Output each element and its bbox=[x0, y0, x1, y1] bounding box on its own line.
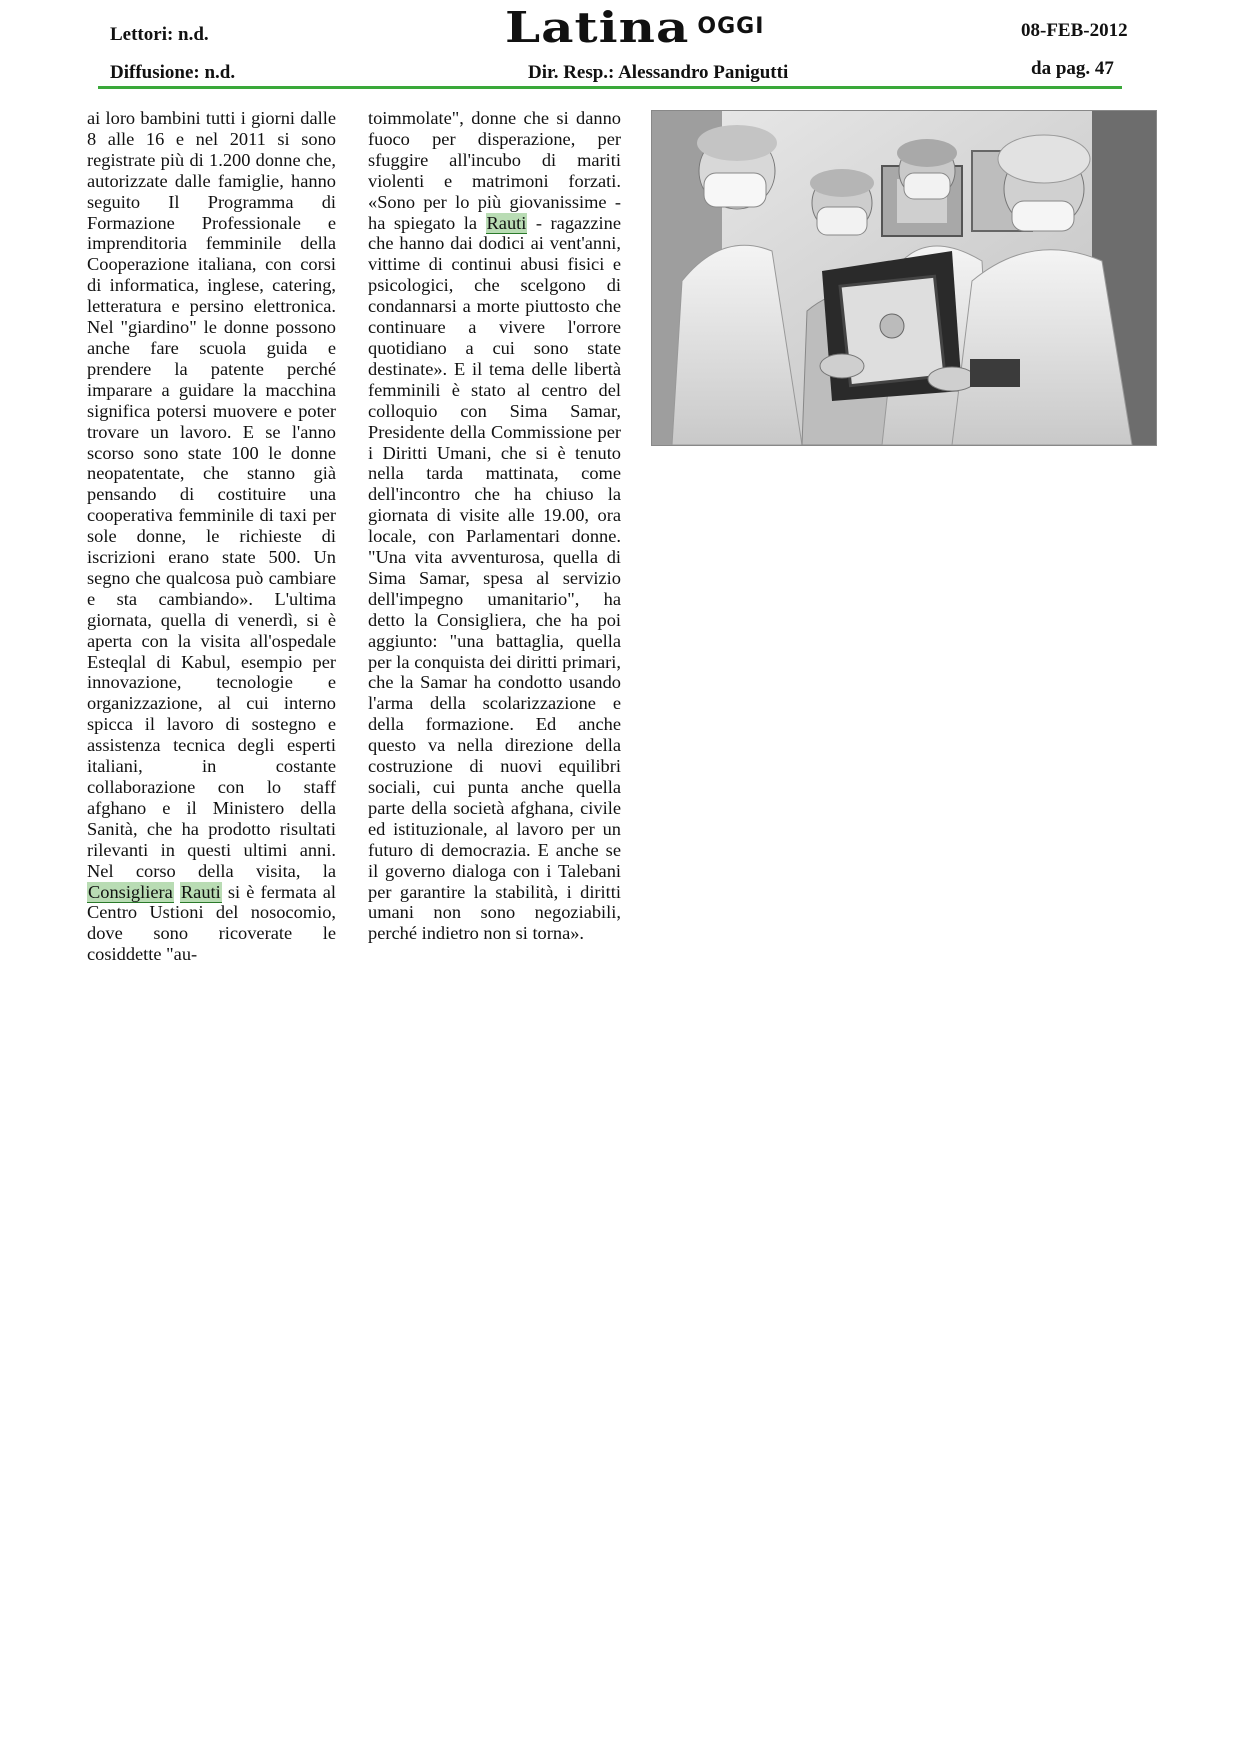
column-1-space bbox=[174, 882, 180, 902]
column-1-text bbox=[87, 108, 336, 965]
header-divider bbox=[98, 86, 1122, 89]
photo-illustration bbox=[652, 111, 1156, 445]
issue-date: 08-FEB-2012 bbox=[1021, 20, 1128, 41]
readers-label: Lettori: n.d. bbox=[110, 24, 209, 45]
director-label: Dir. Resp.: Alessandro Panigutti bbox=[528, 62, 789, 83]
column-1-text-end: si è fermata al Centro Ustioni del nosocomio, dove sono ricoverate le cosiddette "au- bbox=[87, 881, 336, 965]
column-2-text-end: - ragazzine che hanno dai dodici ai vent'anni, vittime di continui abusi fisici e psicologici, che scelgono di condannarsi a morte piuttosto che continuare a vivere l'orrore quotidiano a cui sono state destinate». E il tema delle libertà femminili è stato al centro del colloquio con Sima Samar, Presidente della Commissione per i Diritti Umani, che si è tenuto nella tarda mattinata, come dell'incontro che ha chiuso la giornata di visite alle 19.00, ora locale, con Parlamentari donne. "Una vita avventurosa, quella di Sima Samar, spesa al servizio dell'impegno umanitario", ha detto la Consigliera, che ha poi aggiunto: "una battaglia, quella per la conquista dei diritti primari, che la Samar ha condotto usando l'arma della scolarizzazione e della formazione. Ed anche questo va nella direzione della costruzione di nuovi equilibri sociali, cui punta anche quella parte della società afghana, civile ed istituzionale, al lavoro per un futuro di democrazia. E anche se il governo dialoga con i Talebani per garantire la stabilità, i diritti umani non sono negoziabili, perché indietro non si torna». bbox=[368, 212, 621, 944]
highlight-rauti-2: Rauti bbox=[486, 212, 527, 233]
newspaper-logo bbox=[505, 2, 764, 61]
article-column-2 bbox=[368, 108, 621, 944]
article-photo bbox=[651, 110, 1157, 446]
column-2-text bbox=[368, 108, 621, 944]
highlight-consigliera: Consigliera bbox=[88, 881, 173, 902]
page-reference: da pag. 47 bbox=[1031, 58, 1114, 79]
logo-sub-text: OGGI bbox=[697, 14, 765, 39]
column-1-text-start: ai loro bambini tutti i giorni dalle 8 alle 16 e nel 2011 si sono registrate più di 1.200 donne che, autorizzate dalle famiglie, hanno seguito Il Programma di Formazione Professionale e imprenditoria femminile della Cooperazione italiana, con corsi di informatica, inglese, catering, letteratura e persino elettronica. Nel "giardino" le donne possono anche fare scuola guida e prendere la patente perché imparare a guidare la macchina significa potersi muovere e poter trovare un lavoro. E se l'anno scorso sono state 100 le donne neopatentate, che stanno già pensando di costituire una cooperativa femminile di taxi per sole donne, le richieste di iscrizioni erano state 500. Un segno che qualcosa può cambiare e sta cambiando». L'ultima giornata, quella di venerdì, si è aperta con la visita all'ospedale Esteqlal di Kabul, esempio per innovazione, tecnologie e organizzazione, al cui interno spicca il lavoro di sostegno e assistenza tecnica degli esperti italiani, in costante collaborazione con lo staff afghano e il Ministero della Sanità, che ha prodotto risultati rilevanti in questi ultimi anni. Nel corso della visita, la bbox=[87, 108, 336, 881]
circulation-label: Diffusione: n.d. bbox=[110, 62, 236, 83]
highlight-rauti: Rauti bbox=[180, 881, 221, 902]
column-2-text-start: toimmolate", donne che si danno fuoco per disperazione, per sfuggire all'incubo di mariti violenti e matrimoni forzati. «Sono per lo più giovanissime - ha spiegato la bbox=[368, 108, 621, 233]
logo-main-text: Latina bbox=[505, 2, 690, 53]
article-column-1 bbox=[87, 108, 336, 965]
